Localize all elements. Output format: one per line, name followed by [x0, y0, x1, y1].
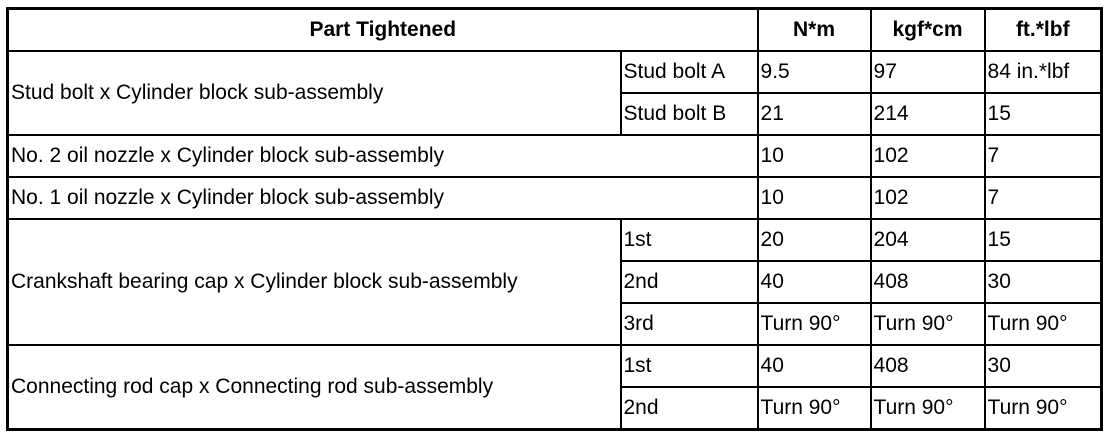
nm-cell: Turn 90°: [758, 303, 871, 345]
step-cell: 1st: [621, 345, 758, 387]
table-row: [8, 135, 1102, 177]
part-cell: No. 2 oil nozzle x Cylinder block sub-assembly: [8, 135, 758, 177]
ftlbf-cell: 15: [985, 93, 1102, 135]
ftlbf-cell: 84 in.*lbf: [985, 51, 1102, 93]
kgfcm-cell: 408: [871, 261, 985, 303]
ftlbf-cell: Turn 90°: [985, 387, 1102, 430]
step-cell: 3rd: [621, 303, 758, 345]
kgfcm-cell: 214: [871, 93, 985, 135]
ftlbf-cell: Turn 90°: [985, 303, 1102, 345]
kgfcm-cell: 102: [871, 135, 985, 177]
ftlbf-cell: 30: [985, 261, 1102, 303]
part-cell: Crankshaft bearing cap x Cylinder block sub-assembly: [8, 219, 621, 345]
header-nm: N*m: [758, 9, 871, 52]
step-cell: 1st: [621, 219, 758, 261]
header-ftlbf: ft.*lbf: [985, 9, 1102, 52]
part-cell: Connecting rod cap x Connecting rod sub-assembly: [8, 345, 621, 430]
kgfcm-cell: Turn 90°: [871, 387, 985, 430]
nm-cell: 10: [758, 177, 871, 219]
header-kgfcm: kgf*cm: [871, 9, 985, 52]
ftlbf-cell: 30: [985, 345, 1102, 387]
torque-spec-table: [6, 7, 1103, 431]
table-row: [8, 51, 1102, 93]
nm-cell: 40: [758, 261, 871, 303]
ftlbf-cell: 15: [985, 219, 1102, 261]
kgfcm-cell: 204: [871, 219, 985, 261]
nm-cell: 10: [758, 135, 871, 177]
table-row: [8, 219, 1102, 261]
kgfcm-cell: 102: [871, 177, 985, 219]
table-row: [8, 345, 1102, 387]
nm-cell: 9.5: [758, 51, 871, 93]
part-cell: No. 1 oil nozzle x Cylinder block sub-assembly: [8, 177, 758, 219]
step-cell: 2nd: [621, 261, 758, 303]
nm-cell: Turn 90°: [758, 387, 871, 430]
header-row: [8, 9, 1102, 52]
part-cell: Stud bolt x Cylinder block sub-assembly: [8, 51, 621, 135]
table-row: [8, 177, 1102, 219]
nm-cell: 40: [758, 345, 871, 387]
kgfcm-cell: 408: [871, 345, 985, 387]
step-cell: 2nd: [621, 387, 758, 430]
kgfcm-cell: 97: [871, 51, 985, 93]
nm-cell: 21: [758, 93, 871, 135]
kgfcm-cell: Turn 90°: [871, 303, 985, 345]
step-cell: Stud bolt B: [621, 93, 758, 135]
header-part-tightened: Part Tightened: [8, 9, 758, 52]
step-cell: Stud bolt A: [621, 51, 758, 93]
ftlbf-cell: 7: [985, 177, 1102, 219]
ftlbf-cell: 7: [985, 135, 1102, 177]
nm-cell: 20: [758, 219, 871, 261]
